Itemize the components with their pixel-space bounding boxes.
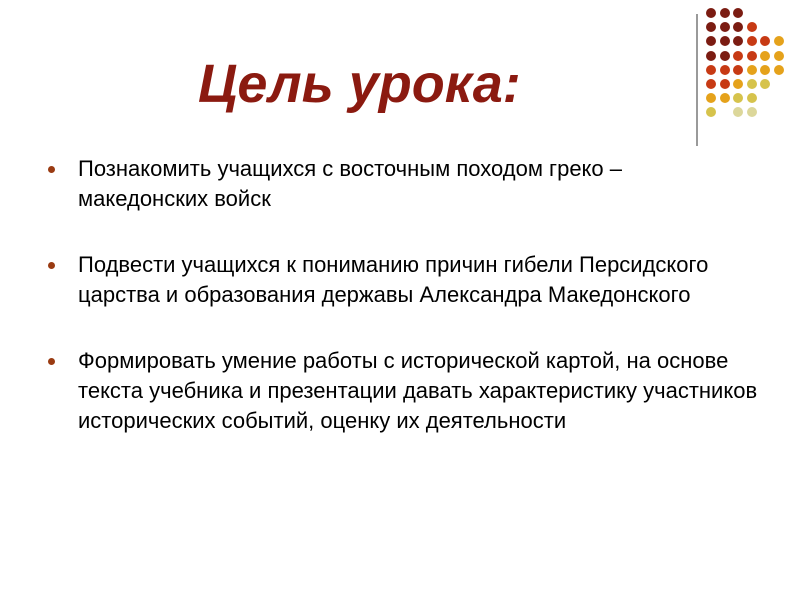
decorative-dot <box>733 51 743 61</box>
decorative-dot <box>747 93 757 103</box>
bullet-item <box>48 346 758 436</box>
decorative-dot <box>706 51 716 61</box>
decorative-dot <box>733 107 743 117</box>
bullet-dot-icon <box>48 262 55 269</box>
decorative-dot <box>760 65 770 75</box>
bullet-item <box>48 154 758 214</box>
decorative-dot <box>733 93 743 103</box>
decorative-dot <box>747 51 757 61</box>
decorative-dot <box>774 36 784 46</box>
decorative-dot <box>733 36 743 46</box>
decorative-dot <box>747 22 757 32</box>
decorative-dot <box>747 36 757 46</box>
decorative-dot <box>747 107 757 117</box>
bullet-item <box>48 250 758 310</box>
decorative-dot <box>706 36 716 46</box>
decorative-dot <box>774 51 784 61</box>
decorative-dot <box>720 79 730 89</box>
decorative-dot <box>706 22 716 32</box>
decorative-dot <box>706 107 716 117</box>
decorative-dot <box>720 51 730 61</box>
decorative-dot <box>706 65 716 75</box>
decorative-dot <box>733 8 743 18</box>
decorative-dot <box>706 79 716 89</box>
decorative-dot <box>760 36 770 46</box>
decorative-dot <box>720 93 730 103</box>
decorative-dot <box>733 79 743 89</box>
bullet-text: Познакомить учащихся с восточным походом греко – македонских войск <box>78 156 623 211</box>
decorative-dot <box>774 65 784 75</box>
decorative-dot <box>720 65 730 75</box>
decorative-dot <box>747 79 757 89</box>
decorative-dot <box>733 22 743 32</box>
decorative-dot <box>720 22 730 32</box>
decorative-dot <box>760 51 770 61</box>
decorative-dot <box>720 8 730 18</box>
decorative-dot <box>747 65 757 75</box>
bullet-list <box>48 154 758 472</box>
bullet-dot-icon <box>48 166 55 173</box>
decorative-dot <box>706 93 716 103</box>
vertical-divider <box>696 14 698 146</box>
dot-pattern-decoration <box>706 8 790 132</box>
decorative-dot <box>760 79 770 89</box>
decorative-dot <box>720 36 730 46</box>
bullet-text: Подвести учащихся к пониманию причин гибели Персидского царства и образования державы Александра Македонского <box>78 252 709 307</box>
decorative-dot <box>706 8 716 18</box>
decorative-dot <box>733 65 743 75</box>
bullet-text: Формировать умение работы с исторической картой, на основе текста учебника и презентации давать характеристику участников исторических событий, оценку их деятельности <box>78 348 758 433</box>
slide-title: Цель урока: <box>198 54 521 114</box>
bullet-dot-icon <box>48 358 55 365</box>
